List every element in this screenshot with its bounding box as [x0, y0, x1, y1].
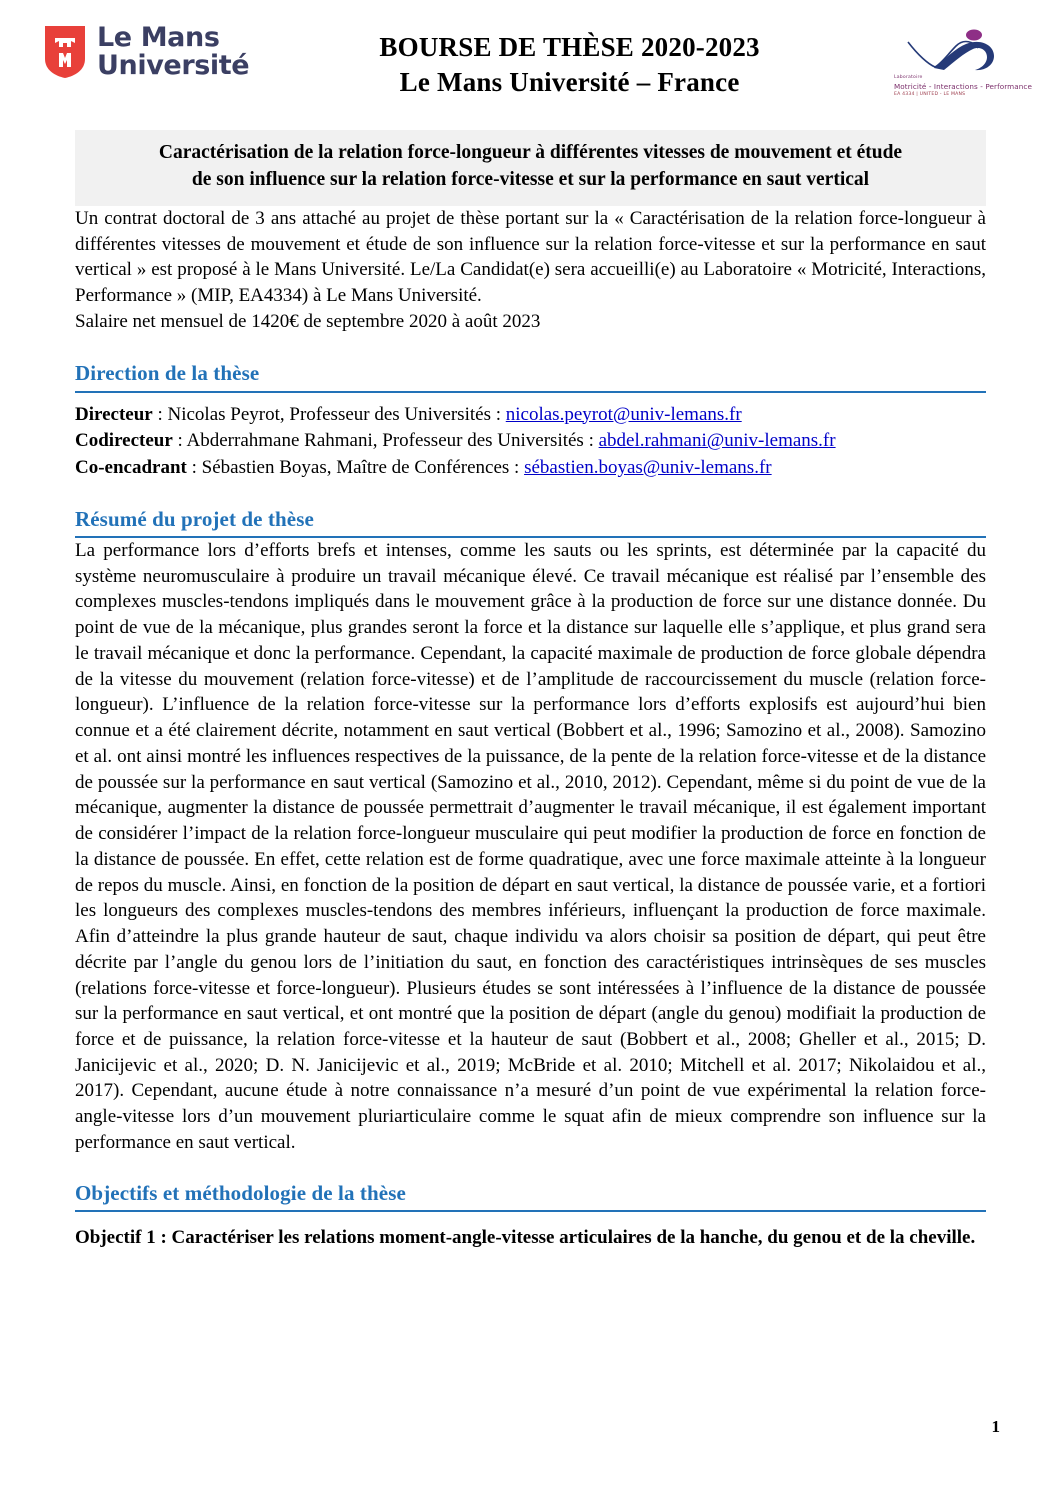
page-header: [0, 0, 1058, 112]
resume-paragraph: La performance lors d’efforts brefs et intenses, comme les sauts ou les sprints, est déterminée par la capacité du système neuromusculaire à produire un travail mécanique élevé. Ce travail mécanique est réalisé par l’ensemble des complexes muscles-tendons impliqués dans le mouvement grâce à la production de force sur une distance donnée. Du point de vue de la mécanique, plus grandes seront la force et la distance sur laquelle elle s’applique, et plus grand sera le travail mécanique et donc la performance. Cependant, la capacité maximale de production de force globale dépendra de la vitesse du mouvement (relation force-vitesse) et de l’amplitude de raccourcissement du muscle (relation force-longueur). L’influence de la relation force-vitesse sur la performance lors d’efforts explosifs est aujourd’hui bien connue et a été clairement décrite, notamment en saut vertical (Bobbert et al., 1996; Samozino et al., 2008). Samozino et al. ont ainsi montré les influences respectives de la puissance, de la pente de la relation force-vitesse et de la distance de poussée sur la performance en saut vertical (Samozino et al., 2010, 2012). Cependant, même si du point de vue de la mécanique, augmenter la distance de poussée permettrait d’augmenter le travail mécanique, il est également important de considérer l’impact de la relation force-longueur musculaire qui peut modifier la production de force en fonction de la distance de poussée. En effet, cette relation est de forme quadratique, avec une force maximale atteinte à la longueur de repos du muscle. Ainsi, en fonction de la position de départ en saut vertical, la distance de poussée varie, et a fortiori les longueurs des complexes muscles-tendons des membres inférieurs, influençant la production de force maximale. Afin d’atteindre la plus grande hauteur de saut, chaque individu va alors choisir sa position de départ, qui peut être décrite par l’angle du genou lors de l’initiation du saut, en fonction des caractéristiques intrinsèques de ses muscles (relations force-vitesse et force-longueur). Plusieurs études se sont intéressées à l’influence de la distance de poussée sur la performance en saut vertical, et ont montré que la position de départ (angle du genou) modifiait la production de force et de puissance, la relation force-vitesse et la hauteur de saut (Bobbert et al., 2008; Gheller et al., 2015; D. Janicijevic et al., 2020; D. N. Janicijevic et al., 2019; McBride et al. 2010; Mitchell et al. 2017; Nikolaidou et al., 2017). Cependant, aucune étude à notre connaissance n’a mesuré d’un point de vue expérimental la relation force-angle-vitesse lors d’un mouvement pluriarticulaire comme le squat afin de mieux comprendre son influence sur la performance en saut vertical.: [75, 540, 986, 1153]
contact-co-encadrant: [75, 455, 986, 482]
section-heading-objectifs: Objectifs et méthodologie de la thèse: [75, 1182, 986, 1212]
contact-directeur-details: : Nicolas Peyrot, Professeur des Universités :: [152, 403, 506, 425]
lmu-wordmark-line2: Université: [97, 49, 250, 81]
page-title: [249, 30, 890, 99]
objectif-1: Objectif 1 : Caractériser les relations moment-angle-vitesse articulaires de la hanche, du genou et de la cheville.: [75, 1226, 976, 1248]
lmu-wordmark-line1: Le Mans: [97, 22, 220, 53]
intro-paragraph: Un contrat doctoral de 3 ans attaché au projet de thèse portant sur la « Caractérisation de la relation force-longueur à différentes vitesses de mouvement et étude de son influence sur la relation force-vitesse et sur la performance en saut vertical » est proposé à le Mans Université. Le/La Candidat(e) sera accueilli(e) au Laboratoire « Motricité, Interactions, Performance » (MIP, EA4334) à Le Mans Université.: [75, 207, 986, 307]
lmu-wordmark: [97, 24, 249, 79]
contact-codirecteur-details: : Abderrahmane Rahmani, Professeur des Universités :: [172, 430, 599, 452]
mip-laboratory-logo: [890, 28, 1032, 99]
mip-caption-line1: Laboratoire: [894, 75, 923, 80]
thesis-title-line1: Caractérisation de la relation force-longueur à différentes vitesses de mouvement et étude: [158, 142, 903, 163]
contact-codirecteur-role: Codirecteur: [75, 430, 173, 452]
mip-caption-line2: Motricité - Interactions - Performance: [894, 81, 1032, 91]
page-title-line1: BOURSE DE THÈSE 2020-2023: [379, 32, 760, 62]
supervision-contacts: [75, 402, 986, 482]
mip-caption-line3: EA 4334 | UNITED - LE MANS: [894, 92, 966, 98]
contact-codirecteur-email[interactable]: abdel.rahmani@univ-lemans.fr: [598, 430, 836, 452]
page-content: [0, 130, 1058, 1251]
contact-directeur-email[interactable]: nicolas.peyrot@univ-lemans.fr: [505, 403, 742, 425]
section-heading-resume: Résumé du projet de thèse: [75, 508, 986, 538]
contact-co-encadrant-role: Co-encadrant: [75, 457, 187, 479]
section-heading-direction: Direction de la thèse: [75, 362, 986, 392]
thesis-title-box: [75, 130, 986, 206]
thesis-title-line2: de son influence sur la relation force-vitesse et sur la performance en saut vertical: [191, 168, 870, 190]
mip-caption: [890, 75, 1032, 99]
le-mans-universite-logo: [44, 24, 249, 79]
mip-lab-icon: [890, 28, 1018, 74]
contact-co-encadrant-details: : Sébastien Boyas, Maître de Conférences :: [186, 457, 525, 479]
contact-co-encadrant-email[interactable]: sébastien.boyas@univ-lemans.fr: [524, 457, 772, 479]
page-number: 1: [991, 1417, 1000, 1436]
page-title-line2: Le Mans Université – France: [399, 66, 740, 97]
contact-codirecteur: [75, 428, 986, 455]
salary-paragraph: Salaire net mensuel de 1420€ de septembre 2020 à août 2023: [75, 310, 541, 332]
lmu-shield-icon: [44, 25, 86, 79]
contact-directeur-role: Directeur: [75, 403, 153, 425]
contact-directeur: [75, 402, 986, 429]
